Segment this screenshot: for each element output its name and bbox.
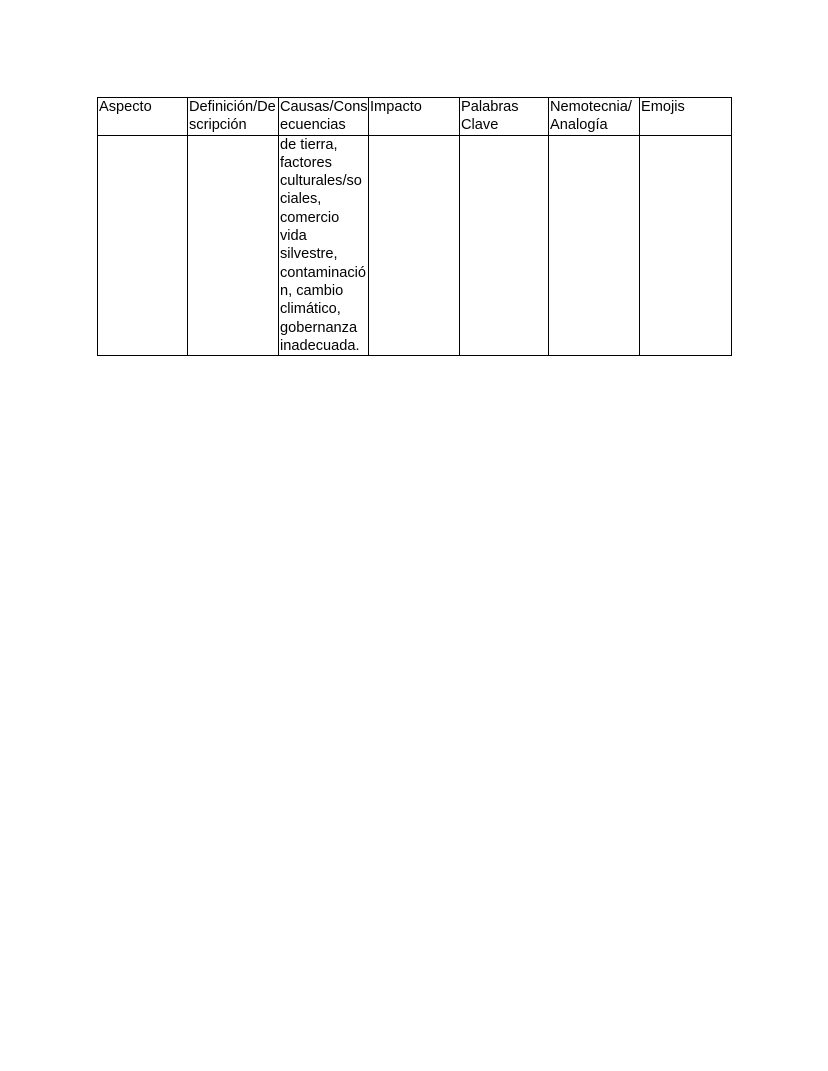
cell-nemotecnia — [549, 135, 640, 356]
cell-palabras-clave — [460, 135, 549, 356]
table-row — [98, 135, 732, 356]
cell-definicion — [188, 135, 279, 356]
header-causas: Causas/Cons ecuencias — [280, 99, 368, 134]
table-header-row — [98, 98, 732, 136]
summary-table — [97, 97, 732, 356]
header-definicion: Definición/De scripción — [188, 98, 279, 136]
header-aspecto: Aspecto — [98, 98, 188, 136]
cell-impacto — [369, 135, 460, 356]
header-palabras-clave: Palabras Clave — [460, 98, 549, 136]
header-impacto: Impacto — [369, 98, 460, 136]
cell-aspecto — [98, 135, 188, 356]
header-emojis: Emojis — [640, 98, 732, 136]
cell-emojis — [640, 135, 732, 356]
header-nemotecnia: Nemotecnia/ Analogía — [549, 98, 640, 136]
cell-causas: de tierra, factores culturales/so ciales, comercio vida silvestre, contaminació n, cambio climático, gobernanza inadecuada. — [279, 135, 369, 356]
